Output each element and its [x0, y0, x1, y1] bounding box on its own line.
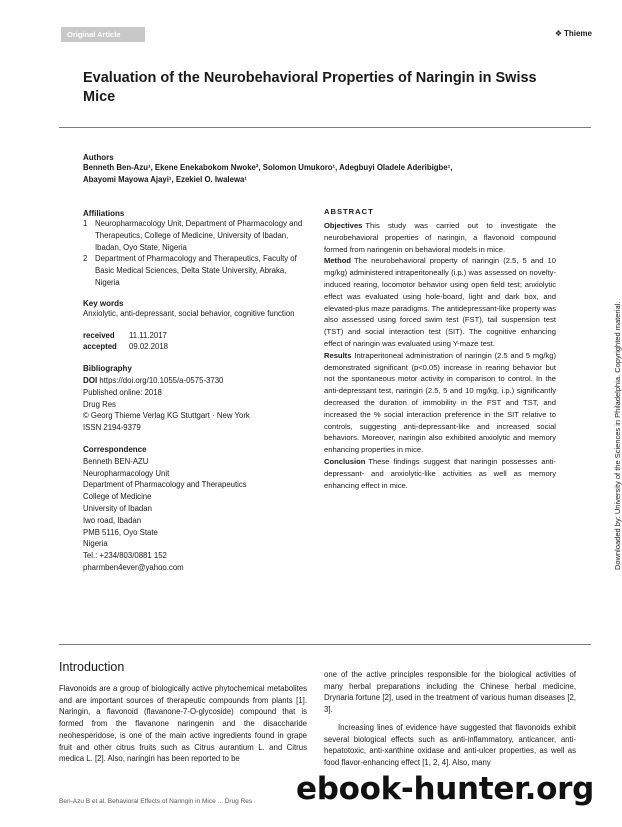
introduction-column-2: one of the active principles responsible for the biological activities of many herbal preparations including the Chinese herbal medicine, Drynaria fortune [2], used in the treatment of various human diseases [2, 3]. Increasing lines of evidence have suggested that flavonoids exhibit several biological effects such as anti-inflammatory, anticancer, anti-hepatotoxic, anti-xanthine oxidase and anti-ulcer properties, as well as food flavor-enhancing effect [1, 2, 4]. Also, many: [324, 670, 576, 767]
abstract-divider: [59, 644, 591, 645]
copyright-line: © Georg Thieme Verlag KG Stuttgart · New York: [83, 411, 250, 421]
accepted-label: accepted: [83, 342, 117, 352]
correspondence-line: Iwo road, Ibadan: [83, 515, 142, 525]
correspondence-block: [83, 444, 313, 574]
issn-line: ISSN 2194-9379: [83, 423, 141, 433]
affiliation-item: 2 Department of Pharmacology and Therapeutics, Faculty of Basic Medical Sciences, Delta State University, Abraka, Nigeria: [83, 254, 297, 287]
authors-block: [83, 153, 563, 186]
abstract-method: Method The neurobehavioral property of naringin (2.5, 5 and 10 mg/kg) administered intraperitoneally (i.p.) was assessed on novelty-induced rearing, locomotor behavior using open field test; anxiolytic effect was evaluated using hole-board, light and dark box, and elevated-plus maze paradigms. The antidepressant-like property was also assessed using forced swim test (FST), tail suspension test (TST) and social interaction test (SIT). The cognitive enhancing effect of naringin was evaluated using Y-maze test.: [324, 256, 557, 348]
keywords-block: [83, 299, 313, 320]
authors-label: Authors: [83, 153, 114, 162]
watermark-text: ebook-hunter.org: [296, 771, 594, 807]
article-title: Evaluation of the Neurobehavioral Properties of Naringin in Swiss Mice: [83, 70, 537, 105]
page-footer: Ben-Azu B et al. Behavioral Effects of Naringin in Mice ... Drug Res: [59, 798, 253, 805]
introduction-heading: Introduction: [59, 660, 125, 674]
affiliation-item: 1 Neuropharmacology Unit, Department of Pharmacology and Therapeutics, College of Medicine, University of Ibadan, Ibadan, Oyo State, Nigeria: [83, 219, 303, 252]
publisher-name: Thieme: [563, 29, 592, 38]
correspondence-line: Department of Pharmacology and Therapeutics: [83, 480, 247, 490]
download-notice: Downloaded by: University of the Sciences in Philadelphia. Copyrighted material.: [613, 301, 622, 570]
correspondence-line: PMB 5116, Oyo State: [83, 527, 158, 537]
journal-name: Drug Res: [83, 399, 116, 409]
dates-block: [83, 330, 313, 354]
published-date: Published online: 2018: [83, 387, 162, 397]
bibliography-label: Bibliography: [83, 364, 132, 374]
accepted-date: 09.02.2018: [129, 342, 169, 352]
bibliography-block: [83, 363, 313, 434]
affiliations-label: Affiliations: [83, 209, 125, 218]
keywords-text: Anxiolytic, anti-depressant, social behavior, cognitive function: [83, 308, 295, 318]
correspondence-line: Neuropharmacology Unit: [83, 468, 170, 478]
correspondence-line: Nigeria: [83, 539, 108, 549]
authors-line-1: Benneth Ben-Azu¹, Ekene Enekabokom Nwoke², Solomon Umukoro¹, Adegbuyi Oladele Aderibigbe¹,: [83, 163, 453, 172]
doi-link[interactable]: https://doi.org/10.1055/a-0575-3730: [99, 375, 224, 385]
correspondence-line: Benneth BEN-AZU: [83, 456, 149, 466]
abstract-column: [324, 207, 556, 491]
correspondence-line: University of Ibadan: [83, 503, 152, 513]
affiliations-block: [83, 209, 313, 289]
abstract-heading: ABSTRACT: [324, 207, 374, 216]
publisher-mark-icon: ❖: [554, 29, 562, 38]
abstract-body: [324, 220, 556, 491]
correspondence-email[interactable]: pharmben4ever@yahoo.com: [83, 562, 184, 572]
correspondence-line: College of Medicine: [83, 492, 152, 502]
received-date: 11.11.2017: [129, 330, 167, 340]
article-type-badge: Original Article: [61, 27, 145, 42]
authors-line-2: Abayomi Mayowa Ajayi¹, Ezekiel O. Iwalewa¹: [83, 175, 247, 184]
keywords-label: Key words: [83, 298, 124, 308]
metadata-column: [83, 209, 313, 584]
abstract-objectives: Objectives This study was carried out to investigate the neurobehavioral properties of naringin, a flavonoid compound formed from naringenin on behavioral models in mice.: [324, 221, 556, 254]
title-divider: [59, 127, 591, 128]
publisher-logo: [555, 29, 592, 38]
correspondence-label: Correspondence: [83, 444, 147, 454]
abstract-conclusion: Conclusion These findings suggest that naringin possesses anti-depressant- and anxiolytic-like activities as well as memory enhancing effect in mice.: [324, 456, 556, 490]
abstract-results: Results Intraperitoneal administration of naringin (2.5 and 5 mg/kg) demonstrated significant (p<0.05) increase in rearing behavior but not the spontaneous motor activity in comparison to control. In the anti-depressant test, naringin (2.5, 5 and 10 mg/kg, i.p.) significantly decreased the duration of immobility in the FST and TST, and increased the % social interaction preference in the SIT relative to controls, suggesting anti-depressant-like and increased social behaviors. Moreover, naringin also exhibited anxiolytic and memory enhancing properties in mice.: [324, 350, 556, 455]
doi-label: DOI: [83, 375, 98, 385]
introduction-column-1: Flavonoids are a group of biologically active phytochemical metabolites and are important sources of therapeutic compounds from plants [1]. Naringin, a flavonoid (flavanone-7-O-glycoside) compound that is formed from the flavanone naringenin and the disaccharide neohesperidose, is one of the main active ingredients found in grape fruit and other citrus fruits such as Citrus aurantium L. and Citrus medica L. [2]. Also, naringin has been reported to be: [59, 684, 307, 764]
correspondence-line: Tel.: +234/803/0881 152: [83, 551, 167, 561]
received-label: received: [83, 330, 115, 340]
